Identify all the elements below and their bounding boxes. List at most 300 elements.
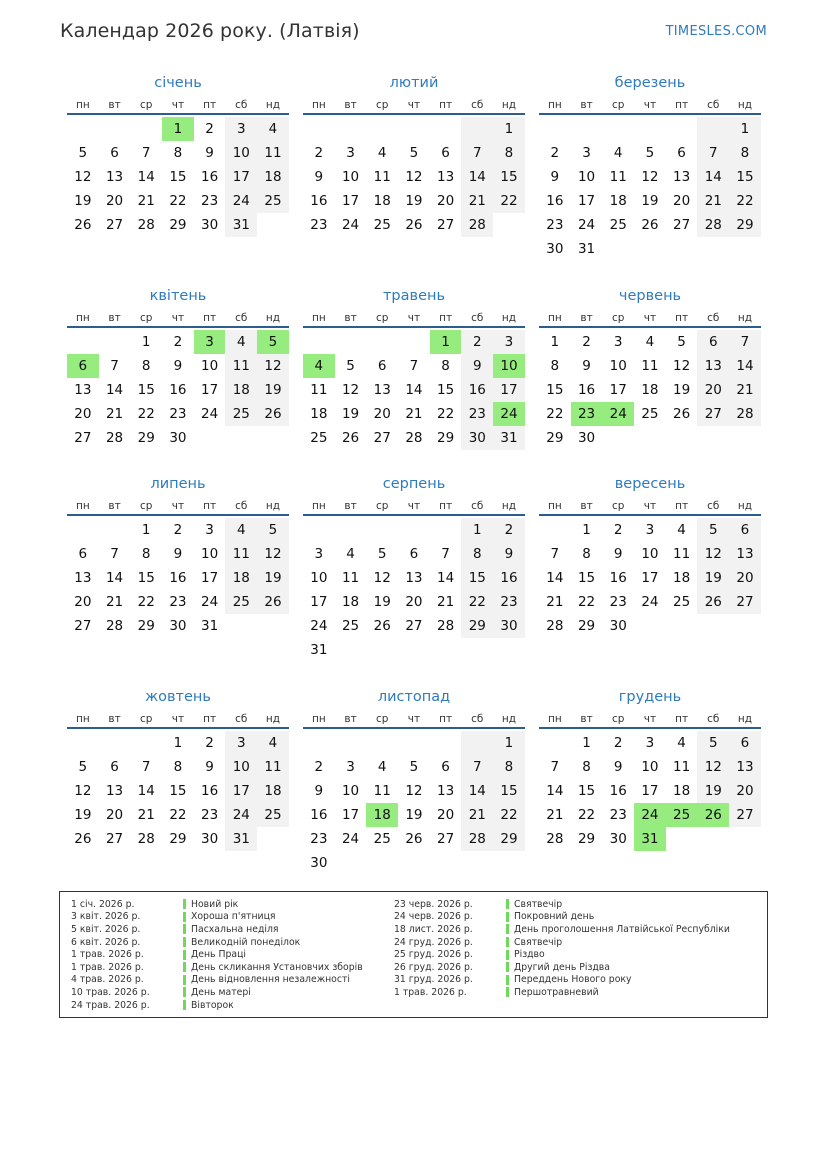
day-cell: 30 (310, 855, 328, 871)
day-cell: 18 (225, 378, 257, 402)
day-cell: 15 (729, 165, 761, 189)
weekday-label: нд (737, 312, 753, 324)
month-6 (539, 287, 761, 450)
weekday-header (67, 712, 289, 729)
weekday-header (303, 499, 525, 516)
weekday-header (67, 499, 289, 516)
day-cell: 15 (169, 783, 187, 799)
day-cell: 16 (310, 807, 328, 823)
holiday-marker (183, 924, 186, 934)
day-cell: 12 (697, 755, 729, 779)
day-cell: 18 (341, 594, 360, 610)
weekday-label: пт (439, 99, 453, 111)
day-cell: 8 (441, 358, 450, 374)
day-cell: 16 (609, 570, 627, 586)
day-cell: 11 (257, 755, 289, 779)
weekday-label: нд (265, 713, 281, 725)
legend-row (71, 898, 363, 911)
holiday-name: Хороша п'ятниця (191, 911, 276, 923)
day-cell: 13 (405, 570, 423, 586)
weekday-label: чт (171, 500, 185, 512)
legend-row (71, 936, 363, 949)
day-cell: 14 (137, 783, 155, 799)
day-cell: 25 (373, 217, 391, 233)
weekday-header (539, 311, 761, 328)
day-cell: 29 (137, 430, 155, 446)
day-cell: 1 (582, 735, 591, 751)
legend-row (394, 974, 730, 987)
day-cell: 19 (257, 378, 289, 402)
weekday-label: сб (235, 312, 248, 324)
day-cell: 11 (225, 354, 257, 378)
weekday-label: пт (203, 713, 217, 725)
day-cell: 23 (310, 831, 328, 847)
day-cell: 25 (257, 803, 289, 827)
day-cell: 24 (602, 402, 634, 426)
day-cell: 29 (169, 831, 187, 847)
weekday-label: пт (675, 312, 689, 324)
month-12 (539, 688, 761, 851)
day-cell: 24 (634, 803, 666, 827)
day-cell: 27 (697, 402, 729, 426)
legend-row (71, 986, 363, 999)
day-cell: 15 (137, 382, 155, 398)
empty-day (539, 117, 571, 141)
holiday-marker (183, 1000, 186, 1010)
holiday-date: 10 трав. 2026 р. (71, 986, 150, 998)
holiday-legend (59, 891, 768, 1018)
day-cell: 21 (437, 594, 455, 610)
day-cell: 7 (441, 546, 450, 562)
day-cell: 22 (437, 406, 455, 422)
day-grid (303, 330, 525, 450)
day-grid (67, 518, 289, 638)
empty-day (99, 518, 131, 542)
day-cell: 14 (697, 165, 729, 189)
holiday-name: Першотравневий (514, 986, 599, 998)
day-cell: 25 (225, 402, 257, 426)
day-cell: 16 (169, 382, 187, 398)
day-cell: 2 (461, 330, 493, 354)
holiday-marker (183, 962, 186, 972)
day-cell: 25 (257, 189, 289, 213)
day-cell: 10 (225, 755, 257, 779)
empty-day (303, 518, 335, 542)
weekday-label: вт (344, 500, 357, 512)
day-cell: 29 (461, 614, 493, 638)
day-cell: 14 (405, 382, 423, 398)
day-cell: 10 (201, 546, 219, 562)
weekday-label: сб (707, 500, 720, 512)
day-cell: 20 (697, 378, 729, 402)
weekday-label: сб (235, 500, 248, 512)
weekday-label: пт (439, 500, 453, 512)
day-cell: 21 (546, 807, 564, 823)
weekday-label: вт (108, 713, 121, 725)
day-cell: 8 (582, 759, 591, 775)
day-cell: 2 (613, 522, 623, 538)
weekday-label: чт (171, 99, 185, 111)
day-cell: 26 (74, 831, 92, 847)
day-cell: 18 (225, 566, 257, 590)
day-cell: 16 (577, 382, 596, 398)
day-cell: 11 (341, 570, 360, 586)
day-cell: 9 (314, 169, 324, 185)
month-name: листопад (377, 689, 451, 705)
weekday-label: пн (311, 312, 326, 324)
legend-row (394, 948, 730, 961)
weekday-label: нд (501, 312, 517, 324)
weekday-label: нд (265, 500, 281, 512)
day-cell: 11 (673, 759, 691, 775)
day-cell: 14 (437, 570, 455, 586)
month-name: грудень (618, 689, 682, 705)
day-cell: 19 (673, 382, 691, 398)
day-cell: 8 (493, 141, 525, 165)
holiday-date: 23 черв. 2026 р. (394, 898, 473, 910)
weekday-label: ср (611, 500, 625, 512)
day-cell: 6 (110, 145, 119, 161)
weekday-label: чт (171, 312, 185, 324)
day-cell: 21 (137, 193, 155, 209)
weekday-label: сб (707, 99, 720, 111)
day-cell: 2 (550, 145, 560, 161)
day-cell: 24 (310, 618, 328, 634)
empty-day (99, 731, 131, 755)
day-cell: 26 (641, 217, 659, 233)
day-cell: 23 (201, 193, 219, 209)
day-cell: 1 (173, 735, 183, 751)
empty-day (539, 518, 571, 542)
holiday-marker (183, 950, 186, 960)
day-cell: 5 (257, 330, 289, 354)
day-cell: 17 (225, 165, 257, 189)
day-cell: 17 (609, 382, 627, 398)
month-name: січень (154, 75, 202, 91)
day-cell: 19 (74, 807, 92, 823)
day-cell: 15 (577, 783, 596, 799)
day-cell: 29 (437, 430, 455, 446)
day-cell: 24 (225, 189, 257, 213)
day-cell: 16 (201, 783, 219, 799)
day-cell: 9 (173, 358, 183, 374)
day-cell: 17 (493, 378, 525, 402)
day-cell: 31 (201, 618, 219, 634)
day-cell: 30 (201, 831, 219, 847)
empty-day (130, 731, 162, 755)
day-cell: 23 (201, 807, 219, 823)
day-cell: 3 (225, 731, 257, 755)
day-grid (539, 117, 761, 261)
day-cell: 16 (609, 783, 627, 799)
day-cell: 8 (141, 358, 151, 374)
day-cell: 26 (405, 831, 423, 847)
day-cell: 19 (641, 193, 659, 209)
month-9 (539, 475, 761, 638)
day-cell: 21 (105, 406, 124, 422)
day-cell: 5 (697, 731, 729, 755)
holiday-date: 1 трав. 2026 р. (71, 949, 144, 961)
weekday-label: пт (203, 500, 217, 512)
day-grid (539, 731, 761, 851)
day-cell: 6 (729, 518, 761, 542)
holiday-date: 24 груд. 2026 р. (394, 936, 473, 948)
day-cell: 29 (137, 618, 155, 634)
day-cell: 24 (493, 402, 525, 426)
day-cell: 19 (697, 566, 729, 590)
day-cell: 1 (493, 731, 525, 755)
day-cell: 11 (609, 169, 627, 185)
holiday-marker (183, 899, 186, 909)
empty-day (303, 117, 335, 141)
empty-day (335, 731, 367, 755)
holiday-date: 31 груд. 2026 р. (394, 974, 473, 986)
day-cell: 28 (137, 831, 155, 847)
weekday-label: пн (547, 312, 562, 324)
legend-column-right (394, 898, 730, 999)
day-cell: 1 (461, 518, 493, 542)
day-cell: 14 (105, 570, 124, 586)
weekday-label: сб (471, 312, 484, 324)
legend-row (71, 974, 363, 987)
day-cell: 3 (194, 330, 226, 354)
weekday-label: чт (643, 99, 657, 111)
holiday-name: Новий рік (191, 898, 239, 910)
weekday-label: нд (501, 99, 517, 111)
day-cell: 24 (641, 594, 659, 610)
day-cell: 2 (205, 121, 214, 137)
weekday-label: ср (611, 99, 625, 111)
holiday-date: 3 квіт. 2026 р. (71, 911, 141, 923)
day-cell: 26 (697, 803, 729, 827)
day-cell: 26 (405, 217, 423, 233)
day-cell: 20 (729, 566, 761, 590)
day-cell: 24 (341, 217, 360, 233)
day-cell: 1 (550, 334, 560, 350)
day-cell: 11 (373, 783, 391, 799)
day-cell: 16 (169, 570, 187, 586)
weekday-label: сб (235, 99, 248, 111)
empty-day (67, 731, 99, 755)
day-cell: 14 (461, 779, 493, 803)
legend-row (394, 923, 730, 936)
empty-day (67, 330, 99, 354)
day-cell: 4 (225, 518, 257, 542)
empty-day (303, 330, 335, 354)
legend-row (71, 961, 363, 974)
day-cell: 28 (729, 402, 761, 426)
day-cell: 21 (137, 807, 155, 823)
legend-row (71, 911, 363, 924)
weekday-header (539, 499, 761, 516)
day-cell: 6 (377, 358, 387, 374)
day-cell: 9 (205, 759, 214, 775)
holiday-name: День скликання Установчих зборів (191, 961, 363, 973)
weekday-header (303, 712, 525, 729)
weekday-header (67, 311, 289, 328)
day-cell: 31 (310, 642, 328, 658)
day-cell: 9 (613, 546, 623, 562)
day-cell: 30 (546, 241, 564, 257)
weekday-label: ср (611, 713, 625, 725)
month-11 (303, 688, 525, 875)
weekday-label: нд (265, 312, 281, 324)
day-cell: 17 (201, 382, 219, 398)
weekday-label: пт (675, 99, 689, 111)
weekday-label: пн (547, 500, 562, 512)
weekday-label: ср (139, 312, 153, 324)
weekday-label: пн (75, 500, 90, 512)
weekday-label: нд (737, 99, 753, 111)
empty-day (539, 731, 571, 755)
day-cell: 4 (677, 522, 686, 538)
day-cell: 26 (373, 618, 391, 634)
day-cell: 30 (609, 831, 627, 847)
day-cell: 7 (550, 546, 560, 562)
day-cell: 31 (225, 213, 257, 237)
holiday-date: 26 груд. 2026 р. (394, 961, 473, 973)
day-cell: 30 (577, 430, 596, 446)
day-cell: 10 (201, 358, 219, 374)
empty-day (67, 518, 99, 542)
day-cell: 10 (493, 354, 525, 378)
weekday-label: пн (75, 713, 90, 725)
holiday-marker (506, 975, 509, 985)
weekday-label: пн (547, 99, 562, 111)
day-cell: 20 (373, 406, 391, 422)
day-cell: 13 (437, 169, 455, 185)
day-cell: 16 (493, 566, 525, 590)
day-cell: 8 (173, 145, 183, 161)
empty-day (335, 117, 367, 141)
empty-day (398, 330, 430, 354)
day-cell: 1 (582, 522, 591, 538)
day-cell: 2 (582, 334, 591, 350)
day-cell: 9 (314, 783, 324, 799)
holiday-name: День матері (191, 986, 251, 998)
day-cell: 28 (461, 213, 493, 237)
empty-day (67, 117, 99, 141)
holiday-name: Різдво (514, 949, 545, 961)
day-cell: 21 (546, 594, 564, 610)
day-cell: 26 (697, 590, 729, 614)
day-cell: 13 (74, 570, 92, 586)
day-cell: 15 (493, 165, 525, 189)
day-cell: 22 (493, 803, 525, 827)
weekday-label: пт (203, 312, 217, 324)
day-cell: 26 (341, 430, 360, 446)
day-cell: 13 (729, 542, 761, 566)
day-cell: 22 (577, 807, 596, 823)
brand-link[interactable]: TIMESLES.COM (665, 24, 767, 39)
day-cell: 31 (634, 827, 666, 851)
weekday-label: чт (643, 713, 657, 725)
day-cell: 13 (74, 382, 92, 398)
day-cell: 12 (257, 542, 289, 566)
day-cell: 27 (673, 217, 691, 233)
weekday-label: нд (737, 500, 753, 512)
day-cell: 3 (346, 759, 355, 775)
empty-day (366, 518, 398, 542)
day-cell: 21 (405, 406, 423, 422)
weekday-label: нд (737, 713, 753, 725)
day-cell: 27 (405, 618, 423, 634)
holiday-marker (506, 987, 509, 997)
day-cell: 30 (201, 217, 219, 233)
weekday-label: ср (375, 500, 389, 512)
day-cell: 1 (141, 522, 151, 538)
day-cell: 22 (493, 189, 525, 213)
day-cell: 24 (201, 406, 219, 422)
day-cell: 27 (74, 618, 92, 634)
day-cell: 15 (437, 382, 455, 398)
day-cell: 7 (697, 141, 729, 165)
weekday-label: нд (501, 713, 517, 725)
weekday-label: пн (547, 713, 562, 725)
day-cell: 9 (550, 169, 560, 185)
holiday-marker (183, 987, 186, 997)
day-cell: 16 (546, 193, 564, 209)
day-cell: 19 (341, 406, 360, 422)
month-8 (303, 475, 525, 662)
day-cell: 4 (613, 145, 623, 161)
day-cell: 21 (461, 803, 493, 827)
day-cell: 30 (609, 618, 627, 634)
weekday-label: чт (171, 713, 185, 725)
day-cell: 3 (645, 735, 655, 751)
day-cell: 29 (729, 213, 761, 237)
day-cell: 25 (373, 831, 391, 847)
weekday-label: вт (344, 312, 357, 324)
empty-day (430, 518, 462, 542)
day-cell: 23 (310, 217, 328, 233)
day-cell: 21 (697, 189, 729, 213)
day-cell: 22 (461, 590, 493, 614)
day-cell: 10 (341, 783, 360, 799)
day-cell: 17 (577, 193, 596, 209)
day-cell: 25 (341, 618, 360, 634)
weekday-label: пт (675, 500, 689, 512)
day-cell: 18 (609, 193, 627, 209)
legend-row (71, 923, 363, 936)
month-name: травень (382, 288, 446, 304)
day-cell: 26 (74, 217, 92, 233)
day-cell: 5 (677, 334, 686, 350)
weekday-header (539, 712, 761, 729)
day-cell: 4 (377, 145, 387, 161)
day-cell: 12 (405, 169, 423, 185)
weekday-label: чт (407, 713, 421, 725)
day-cell: 17 (341, 807, 360, 823)
day-cell: 20 (437, 193, 455, 209)
weekday-label: вт (108, 99, 121, 111)
day-cell: 2 (314, 145, 324, 161)
day-cell: 28 (437, 618, 455, 634)
day-cell: 10 (310, 570, 328, 586)
empty-day (99, 330, 131, 354)
weekday-label: ср (139, 99, 153, 111)
weekday-header (67, 98, 289, 115)
day-cell: 7 (110, 358, 119, 374)
day-cell: 10 (609, 358, 627, 374)
day-cell: 2 (173, 522, 183, 538)
day-cell: 7 (141, 145, 151, 161)
day-cell: 13 (373, 382, 391, 398)
day-cell: 12 (405, 783, 423, 799)
day-cell: 7 (141, 759, 151, 775)
day-cell: 20 (437, 807, 455, 823)
day-cell: 1 (162, 117, 194, 141)
